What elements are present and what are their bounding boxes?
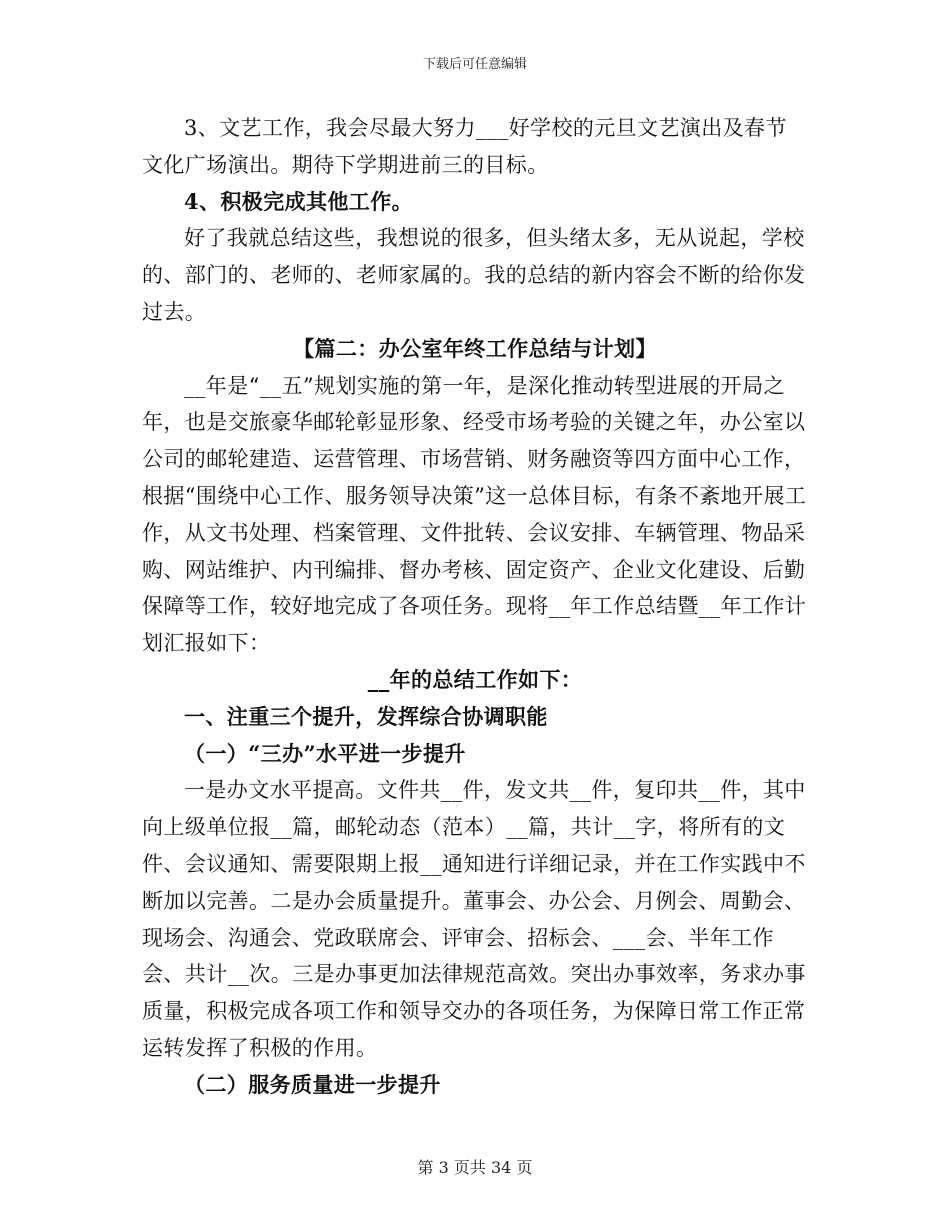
heading-summary: __年的总结工作如下： (367, 666, 583, 692)
page-header: 下载后可任意编辑 (422, 57, 527, 72)
page-footer: 第 3 页共 34 页 (417, 1158, 533, 1177)
paragraph-closing: 好了我就总结这些，我想说的很多，但头绪太多，无从说起，学校的、部门的、老师的、老师家属的。我的总结的新内容会不断的给你发过去。 (142, 226, 806, 324)
heading-subsection-one: （一）“三办”水平进一步提升 (184, 740, 466, 766)
paragraph-intro: __年是“__五”规划实施的第一年，是深化推动转型进展的开局之年，也是交旅豪华邮轮彰显形象、经受市场考验的关键之年，办公室以公司的邮轮建造、运营管理、市场营销、财务融资等四方面中心工作，根据“围绕中心工作、服务领导决策”这一总体目标，有条不紊地开展工作，从文书处理、档案管理、文件批转、会议安排、车辆管理、物品采购、网站维护、内刊编排、督办考核、固定资产、企业文化建设、后勤保障等工作，较好地完成了各项任务。现将__年工作总结暨__年工作计划汇报如下： (142, 373, 807, 656)
document-body (142, 110, 808, 1104)
heading-other-work: 4、积极完成其他工作。 (184, 188, 414, 214)
paragraph-three-offices: 一是办文水平提高。文件共__件，发文共__件，复印共__件，其中向上级单位报__篇，邮轮动态（范本）__篇，共计__字，将所有的文件、会议通知、需要限期上报__通知进行详细记录，并在工作实践中不断加以完善。二是办会质量提升。董事会、办公会、月例会、周勤会、现场会、沟通会、党政联席会、评审会、招标会、___会、半年工作会、共计__次。三是办事更加法律规范高效。突出办事效率，务求办事质量，积极完成各项工作和领导交办的各项任务，为保障日常工作正常运转发挥了积极的作用。 (142, 778, 806, 1060)
heading-section-one: 一、注重三个提升，发挥综合协调职能 (184, 703, 548, 729)
heading-subsection-two: （二）服务质量进一步提升 (184, 1071, 441, 1097)
section-title-part-two: 【篇二：办公室年终工作总结与计划】 (293, 335, 657, 361)
paragraph-arts-work: 3、文艺工作，我会尽最大努力___好学校的元旦文艺演出及春节文化广场演出。期待下学期进前三的目标。 (142, 116, 787, 177)
